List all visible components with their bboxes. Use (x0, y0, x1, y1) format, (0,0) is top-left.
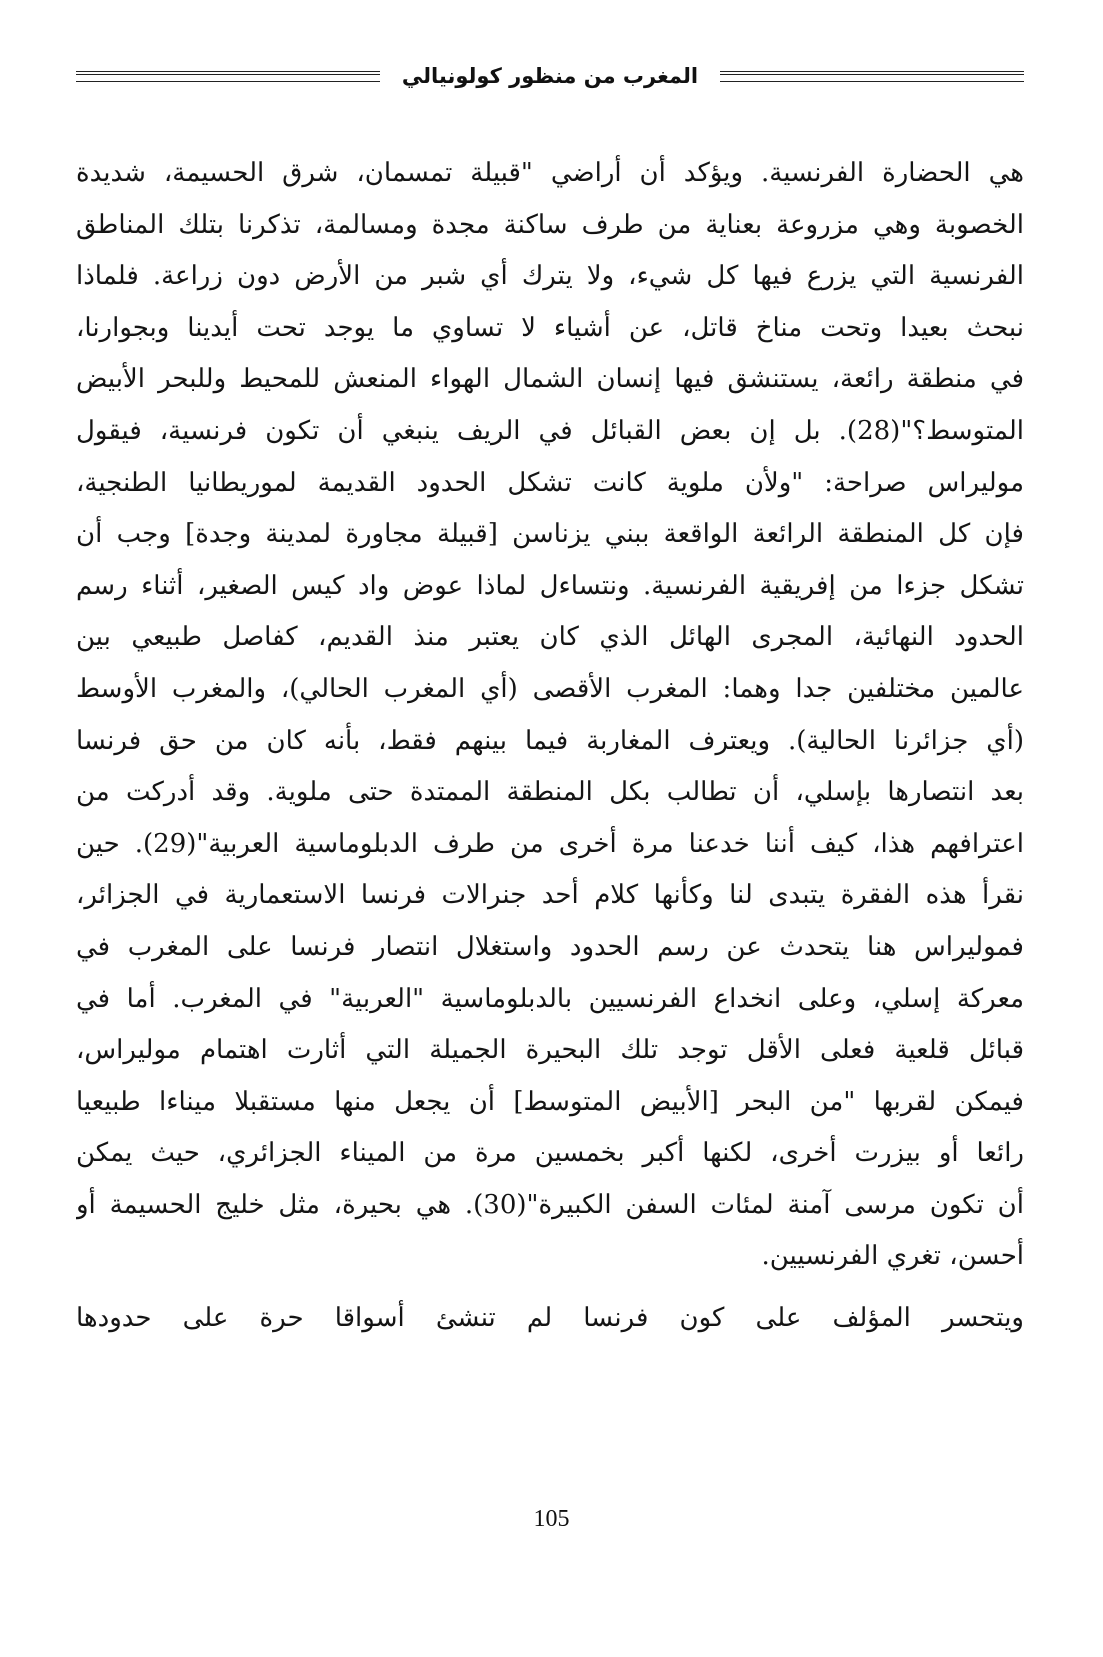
text-line: تشكل جزءا من إفريقية الفرنسية. ونتساءل لماذا عوض واد كيس الصغير، أثناء رسم (76, 570, 1024, 601)
body-text (76, 148, 1024, 1345)
text-line: نقرأ هذه الفقرة يتبدى لنا وكأنها كلام أحد جنرالات فرنسا الاستعمارية في الجزائر، (76, 880, 1024, 911)
text-line: عالمين مختلفين جدا وهما: المغرب الأقصى (أي المغرب الحالي)، والمغرب الأوسط (76, 673, 1024, 704)
text-line: فموليراس هنا يتحدث عن رسم الحدود واستغلال انتصار فرنسا على المغرب في (76, 931, 1024, 962)
header-rule-right (720, 71, 1024, 82)
text-line: ويتحسر المؤلف على كون فرنسا لم تنشئ أسواقا حرة على حدودها (76, 1303, 1024, 1334)
text-line: رائعا أو بيزرت أخرى، لكنها أكبر بخمسين مرة من الميناء الجزائري، حيث يمكن (76, 1138, 1024, 1169)
text-line: في منطقة رائعة، يستنشق فيها إنسان الشمال الهواء المنعش للمحيط وللبحر الأبيض (76, 364, 1024, 395)
text-line: اعترافهم هذا، كيف أننا خدعنا مرة أخرى من طرف الدبلوماسية العربية"(29). حين (76, 828, 1024, 859)
text-line: المتوسط؟"(28). بل إن بعض القبائل في الريف ينبغي أن تكون فرنسية، فيقول (76, 415, 1024, 446)
running-header (76, 56, 1024, 96)
paragraph-end-line: أحسن، تغري الفرنسيين. (761, 1241, 1024, 1272)
text-line: الخصوبة وهي مزروعة بعناية من طرف ساكنة مجدة ومسالمة، تذكرنا بتلك المناطق (76, 209, 1024, 240)
page-number: 105 (533, 1506, 570, 1532)
text-line: أن تكون مرسى آمنة لمئات السفن الكبيرة"(30). هي بحيرة، مثل خليج الحسيمة أو (76, 1189, 1024, 1220)
running-header-title: المغرب من منظور كولونيالي (401, 64, 699, 88)
text-line: موليراس صراحة: "ولأن ملوية كانت تشكل الحدود القديمة لموريطانيا الطنجية، (76, 467, 1024, 498)
text-line: قبائل قلعية فعلى الأقل توجد تلك البحيرة الجميلة التي أثارت اهتمام موليراس، (76, 1035, 1024, 1066)
text-line: (أي جزائرنا الحالية). ويعترف المغاربة فيما بينهم فقط، بأنه كان من حق فرنسا (76, 725, 1024, 756)
text-line: بعد انتصارها بإسلي، أن تطالب بكل المنطقة الممتدة حتى ملوية. وقد أدركت من (76, 777, 1024, 808)
text-line: فيمكن لقربها "من البحر [الأبيض المتوسط] أن يجعل منها مستقبلا ميناءا طبيعيا (76, 1086, 1024, 1117)
text-line: معركة إسلي، وعلى انخداع الفرنسيين بالدبلوماسية "العربية" في المغرب. أما في (76, 983, 1024, 1014)
text-line: هي الحضارة الفرنسية. ويؤكد أن أراضي "قبيلة تمسمان، شرق الحسيمة، شديدة (76, 158, 1024, 188)
header-rule-left (76, 71, 380, 82)
text-line: الحدود النهائية، المجرى الهائل الذي كان يعتبر منذ القديم، كفاصل طبيعي بين (76, 622, 1024, 653)
text-line: الفرنسية التي يزرع فيها كل شيء، ولا يترك أي شبر من الأرض دون زراعة. فلماذا (76, 261, 1024, 292)
text-line: فإن كل المنطقة الرائعة الواقعة ببني يزناسن [قبيلة مجاورة لمدينة وجدة] وجب أن (76, 519, 1024, 550)
text-line: نبحث بعيدا وتحت مناخ قاتل، عن أشياء لا تساوي ما يوجد تحت أيدينا وبجوارنا، (76, 312, 1024, 343)
